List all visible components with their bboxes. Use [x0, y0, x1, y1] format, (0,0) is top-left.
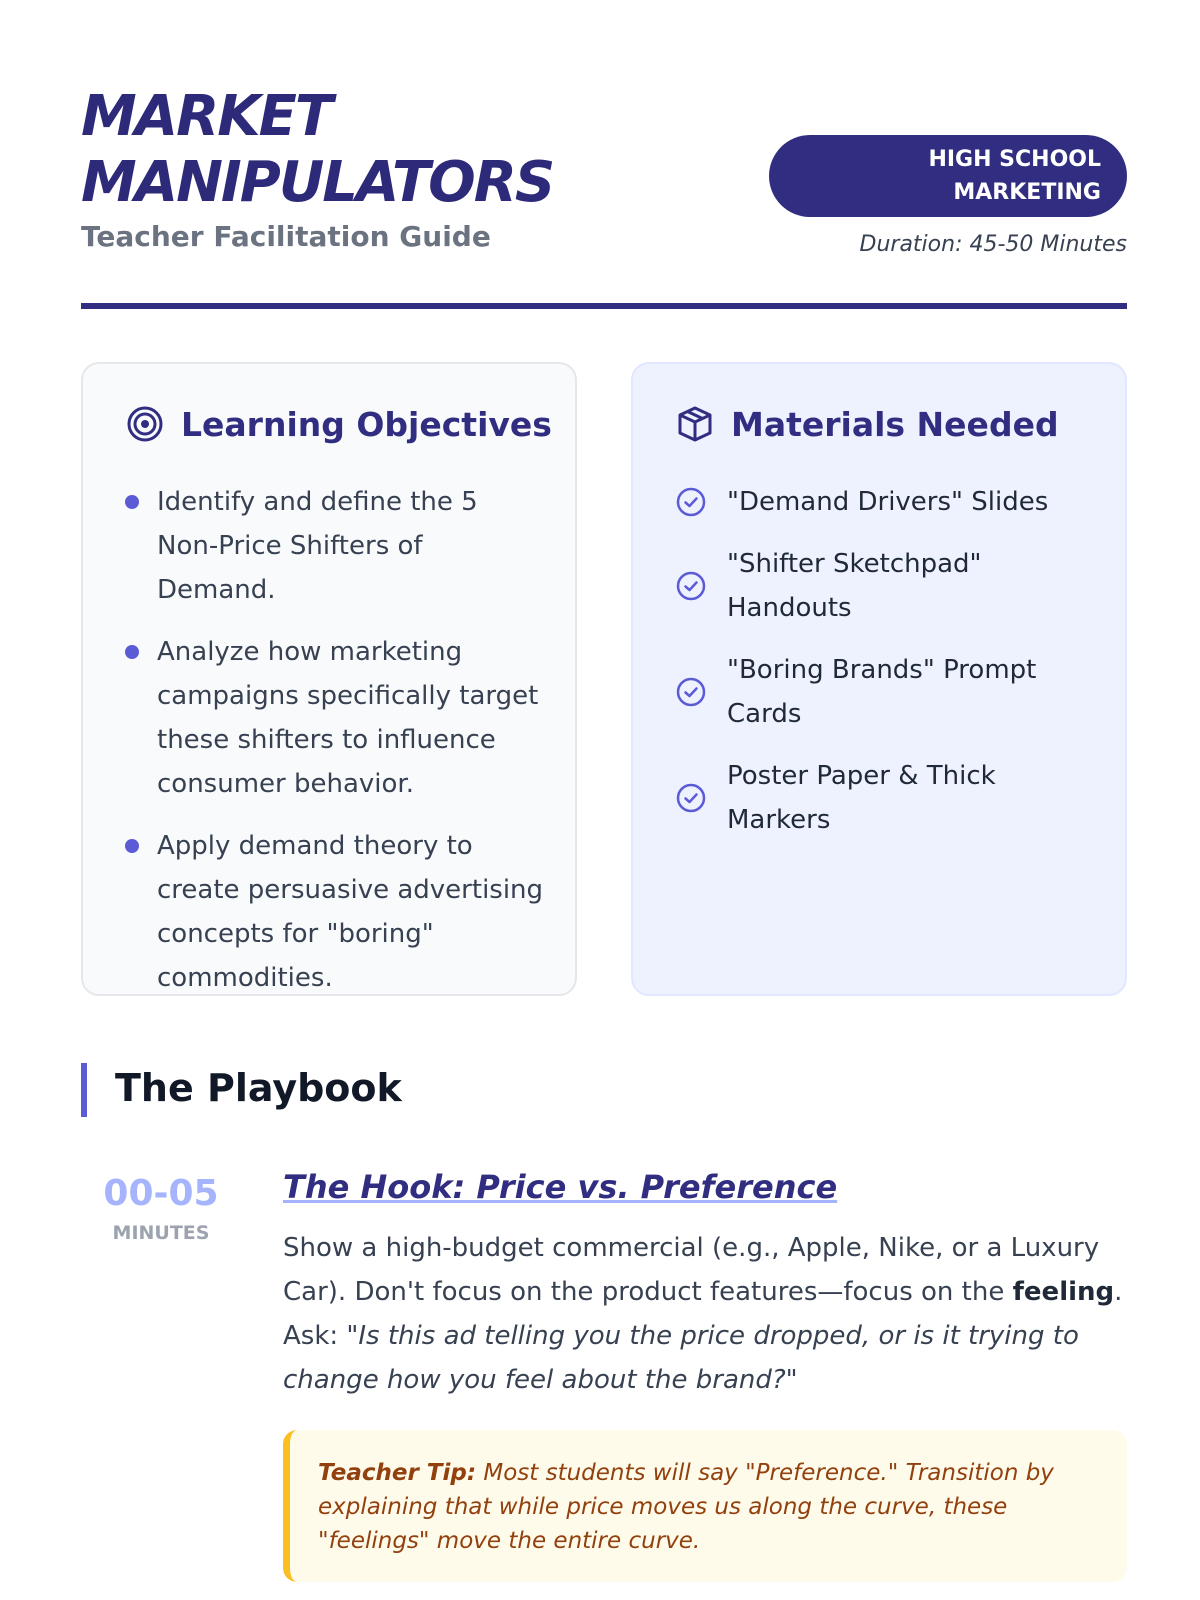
header-divider — [81, 303, 1127, 309]
materials-list — [675, 480, 1095, 860]
objectives-title: Learning Objectives — [181, 404, 552, 444]
check-circle-icon — [675, 570, 707, 602]
objectives-list — [125, 480, 545, 1018]
audience-badge: HIGH SCHOOL MARKETING — [769, 135, 1127, 217]
list-item: "Boring Brands" Prompt Cards — [675, 648, 1095, 736]
step-time-unit: MINUTES — [112, 1222, 210, 1244]
section-title: The Playbook — [115, 1066, 402, 1110]
materials-header — [675, 404, 1059, 444]
list-item: Poster Paper & Thick Markers — [675, 754, 1095, 842]
page-subtitle: Teacher Facilitation Guide — [81, 220, 491, 253]
teacher-tip-callout: Teacher Tip: Most students will say "Preference." Transition by explaining that while price moves us along the curve, these "feelings" move the entire curve. — [283, 1430, 1127, 1582]
step-title-link[interactable]: The Hook: Price vs. Preference — [283, 1168, 838, 1206]
check-circle-icon — [675, 676, 707, 708]
list-item: Identify and define the 5 Non-Price Shifters of Demand. — [125, 480, 545, 612]
step-time — [96, 1172, 226, 1244]
package-icon — [675, 404, 715, 444]
step-time-range: 00-05 — [103, 1173, 219, 1214]
objectives-header — [125, 404, 552, 444]
list-item: "Shifter Sketchpad" Handouts — [675, 542, 1095, 630]
objectives-card — [81, 362, 577, 996]
bullet-icon — [125, 495, 139, 509]
list-item: "Demand Drivers" Slides — [675, 480, 1095, 524]
bullet-icon — [125, 645, 139, 659]
list-item: Apply demand theory to create persuasive advertising concepts for "boring" commodities. — [125, 824, 545, 1000]
materials-card — [631, 362, 1127, 996]
bullet-icon — [125, 839, 139, 853]
check-circle-icon — [675, 486, 707, 518]
section-accent-bar — [81, 1063, 87, 1117]
duration-label: Duration: 45-50 Minutes — [859, 232, 1127, 257]
check-circle-icon — [675, 782, 707, 814]
list-item: Analyze how marketing campaigns specifically target these shifters to influence consumer behavior. — [125, 630, 545, 806]
page-title: MARKET MANIPULATORS — [81, 84, 554, 215]
step-body: Show a high-budget commercial (e.g., Apple, Nike, or a Luxury Car). Don't focus on the product features—focus on the feeling. Ask: "Is this ad telling you the price dropped, or is it trying to change how you feel about the brand?" — [283, 1233, 1123, 1395]
header — [81, 84, 1127, 310]
materials-title: Materials Needed — [731, 404, 1059, 444]
target-icon — [125, 404, 165, 444]
